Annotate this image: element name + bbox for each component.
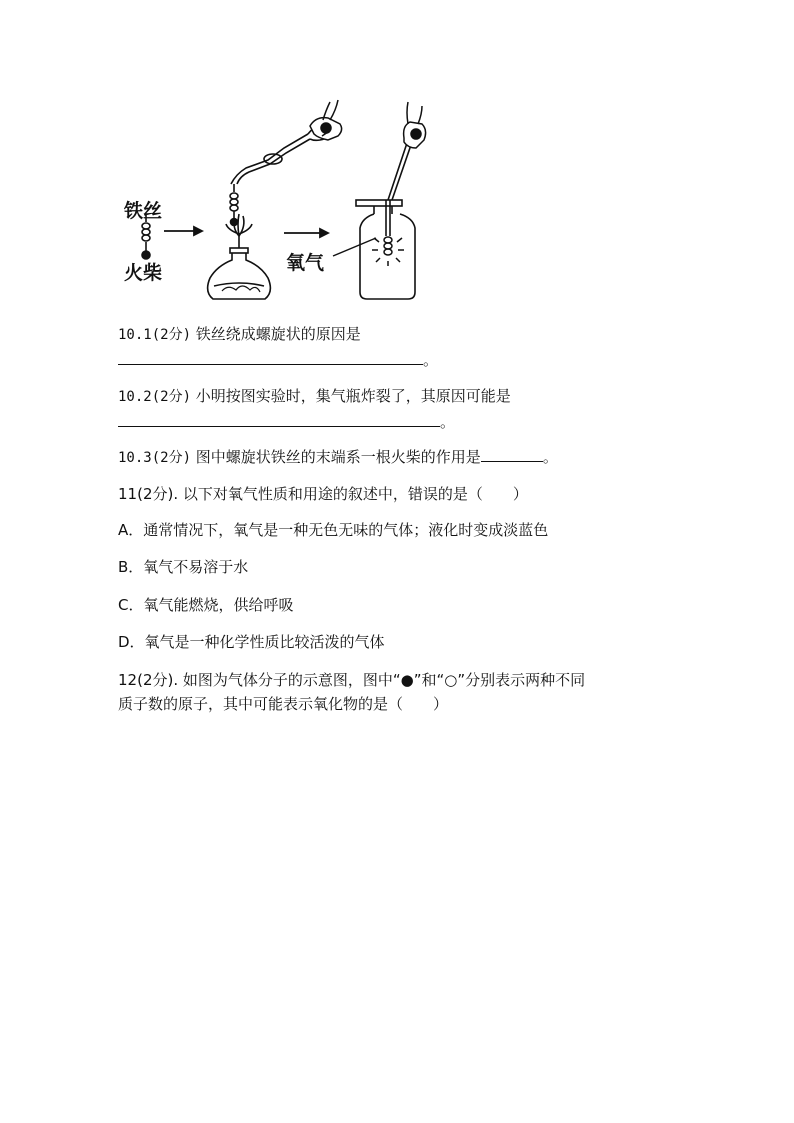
- question-10-2: [118, 386, 511, 407]
- hand-stage3: [404, 102, 426, 148]
- option-a[interactable]: A．通常情况下，氧气是一种无色无味的气体；液化时变成淡蓝色: [118, 521, 549, 539]
- question-12-text-b: ”和“: [413, 671, 445, 689]
- question-number: 10.2(2分): [118, 389, 192, 405]
- question-12-text-a: 12(2分). 如图为气体分子的示意图，图中“: [118, 671, 401, 689]
- option-c[interactable]: C．氧气能燃烧，供给呼吸: [118, 596, 294, 614]
- question-12-text-c: ”分别表示两种不同: [457, 671, 586, 689]
- hollow-atom-symbol: ○: [444, 671, 458, 689]
- hand-stage2: [310, 100, 342, 140]
- option-d[interactable]: D．氧气是一种化学性质比较活泼的气体: [118, 633, 385, 651]
- answer-blank[interactable]: [481, 447, 543, 462]
- question-text: 铁丝绕成螺旋状的原因是: [195, 325, 361, 343]
- arrow-1: [164, 227, 202, 235]
- oxygen-pointer-line: [333, 238, 376, 256]
- question-12-line1: [118, 670, 585, 690]
- answer-line-10-2: [118, 412, 455, 432]
- label-oxygen: 氧气: [286, 252, 325, 274]
- end-mark: 。: [423, 351, 439, 369]
- iron-wire-coil-stage2: [230, 184, 238, 226]
- experiment-illustration: [118, 96, 438, 306]
- burning-iron-wire: [372, 237, 404, 266]
- question-10-1: [118, 324, 361, 345]
- experiment-figure: [118, 96, 438, 306]
- end-mark: 。: [440, 413, 456, 431]
- crucible-tongs-stage3: [386, 140, 412, 236]
- answer-line-10-1: [118, 350, 438, 370]
- filled-atom-symbol: ●: [400, 671, 414, 689]
- alcohol-lamp: [208, 214, 271, 299]
- question-text: 图中螺旋状铁丝的末端系一根火柴的作用是: [195, 448, 481, 466]
- answer-blank[interactable]: [118, 350, 423, 365]
- question-number: 10.1(2分): [118, 327, 192, 343]
- option-b[interactable]: B．氧气不易溶于水: [118, 558, 249, 576]
- question-12-line2: 质子数的原子，其中可能表示氧化物的是（ ）: [118, 695, 449, 713]
- arrow-2: [284, 229, 328, 237]
- end-mark: 。: [542, 448, 558, 466]
- answer-blank[interactable]: [118, 412, 440, 427]
- question-11-stem: 11(2分). 以下对氧气性质和用途的叙述中，错误的是（ ）: [118, 485, 528, 503]
- question-text: 小明按图实验时，集气瓶炸裂了，其原因可能是: [195, 387, 511, 405]
- question-10-3: [118, 447, 558, 468]
- label-iron-wire: 铁丝: [124, 200, 163, 222]
- label-match: 火柴: [124, 262, 163, 284]
- question-number: 10.3(2分): [118, 450, 192, 466]
